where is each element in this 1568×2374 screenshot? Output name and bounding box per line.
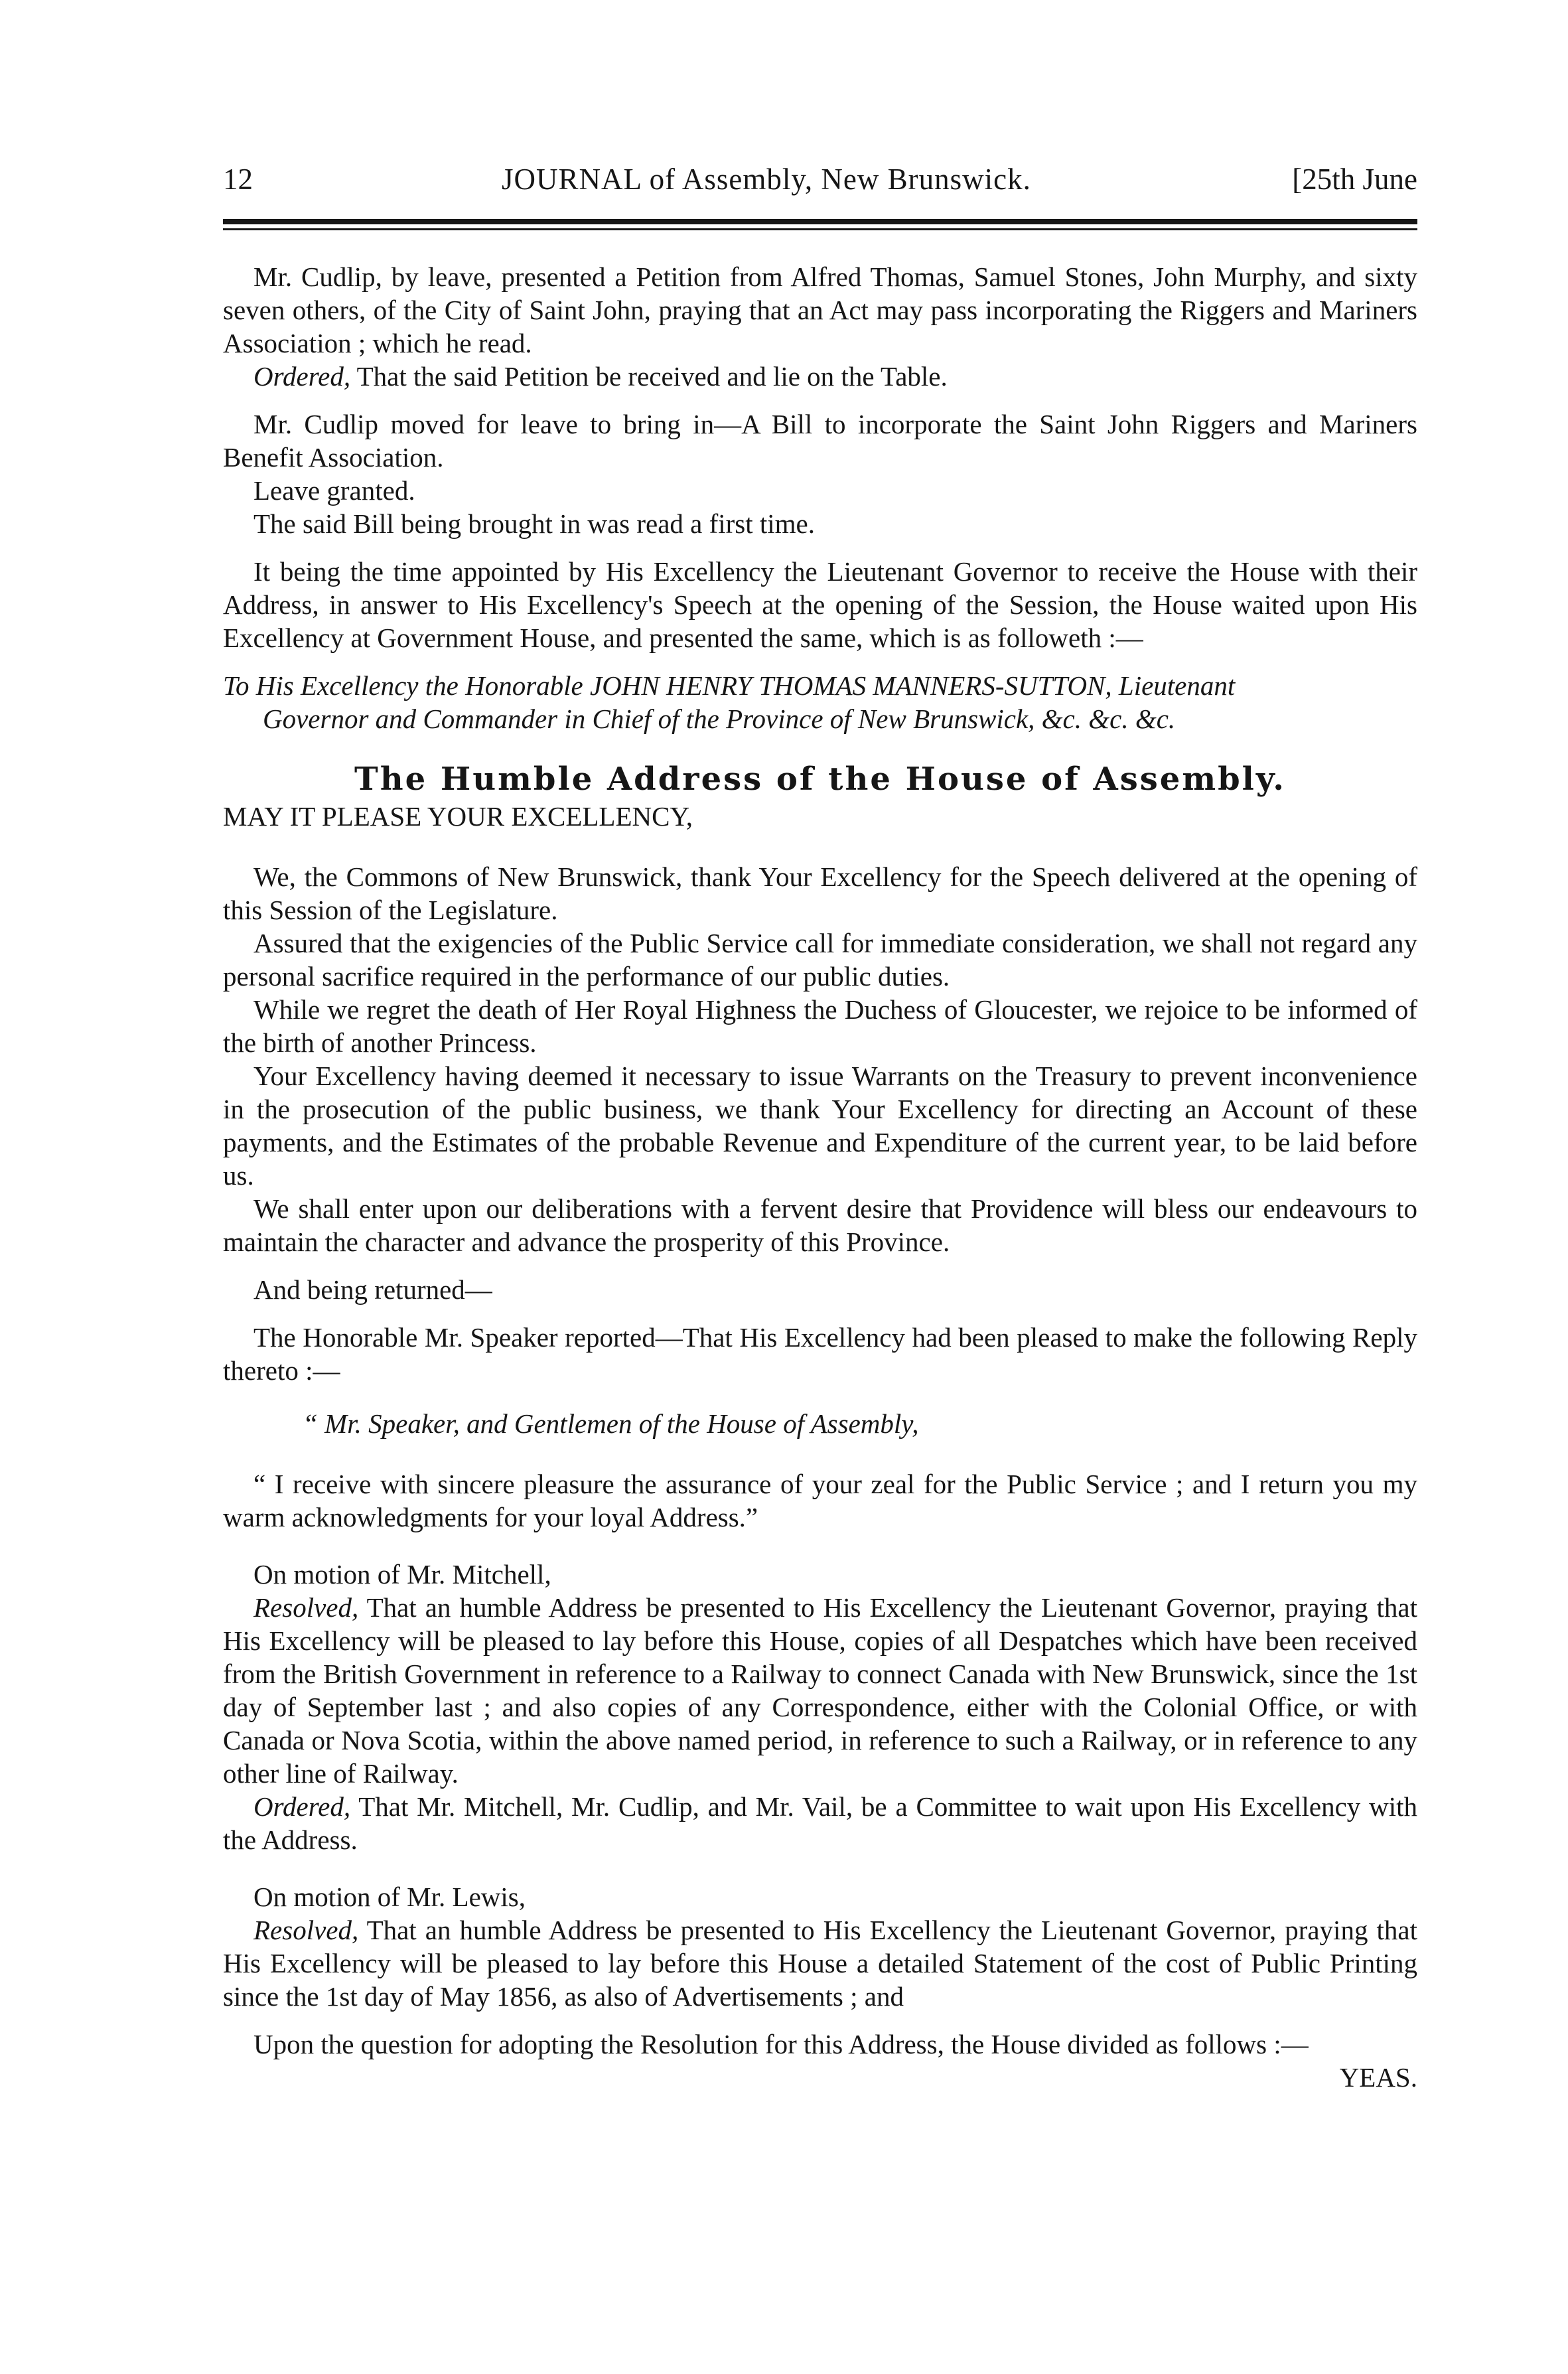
address-para-3: While we regret the death of Her Royal Highness the Duchess of Gloucester, we rejoice to be informed of the birth of another Princess. bbox=[223, 994, 1417, 1058]
paragraph-returned: And being returned— bbox=[253, 1274, 492, 1305]
resolved-text-2: That an humble Address be presented to His Excellency the Lieutenant Governor, praying that His Excellency will be pleased to lay before this House a detailed Statement of the cost of Public Printing since the 1st day of May 1856, as also of Advertisements ; and bbox=[223, 1915, 1417, 2012]
motion-lewis: On motion of Mr. Lewis, bbox=[253, 1882, 526, 1912]
address-recipient bbox=[223, 669, 1417, 735]
running-title: JOURNAL of Assembly, New Brunswick. bbox=[502, 163, 1031, 196]
resolved-label: Resolved, bbox=[253, 1592, 359, 1623]
paragraph-speaker-reported: The Honorable Mr. Speaker reported—That His Excellency had been pleased to make the following Reply thereto :— bbox=[223, 1322, 1417, 1386]
paragraph-division: Upon the question for adopting the Resolution for this Address, the House divided as follows :— bbox=[253, 2029, 1309, 2059]
yeas-heading: YEAS. bbox=[1339, 2062, 1417, 2093]
page-number: 12 bbox=[223, 163, 253, 196]
paragraph-bill-motion: Mr. Cudlip moved for leave to bring in—A Bill to incorporate the Saint John Riggers and Mariners Benefit Association. bbox=[223, 409, 1417, 473]
address-para-4: Your Excellency having deemed it necessary to issue Warrants on the Treasury to prevent inconvenience in the prosecution of the public business, we thank Your Excellency for directing an Account of these payments, and the Estimates of the probable Revenue and Expenditure of the current year, to be laid before us. bbox=[223, 1061, 1417, 1191]
paragraph-leave-granted: Leave granted. bbox=[253, 475, 415, 506]
ordered-label-2: Ordered, bbox=[253, 1791, 351, 1822]
address-recipient-line1: To His Excellency the Honorable JOHN HENRY THOMAS MANNERS-SUTTON, Lieutenant bbox=[223, 670, 1236, 701]
paragraph-address-presented: It being the time appointed by His Excellency the Lieutenant Governor to receive the House with their Address, in answer to His Excellency's Speech at the opening of the Session, the House waited upon His Excellency at Government House, and presented the same, which is as followeth :— bbox=[223, 556, 1417, 653]
header-date: [25th June bbox=[1292, 163, 1417, 196]
paragraph-petition: Mr. Cudlip, by leave, presented a Petition from Alfred Thomas, Samuel Stones, John Murphy, and sixty seven others, of the City of Saint John, praying that an Act may pass incorporating the Riggers and Mariners Association ; which he read. bbox=[223, 261, 1417, 358]
page-header bbox=[223, 159, 1417, 212]
reply-text: “ I receive with sincere pleasure the assurance of your zeal for the Public Service ; and I return you my warm acknowledgments for your loyal Address.” bbox=[223, 1469, 1417, 1532]
reply-salutation: “ Mr. Speaker, and Gentlemen of the House of Assembly, bbox=[303, 1408, 919, 1439]
paragraph-first-reading: The said Bill being brought in was read a first time. bbox=[253, 508, 816, 539]
resolved-label-2: Resolved, bbox=[253, 1915, 359, 1945]
ordered-text: That the said Petition be received and lie on the Table. bbox=[350, 361, 948, 392]
address-title: The Humble Address of the House of Assembly. bbox=[354, 761, 1287, 798]
ordered-label: Ordered, bbox=[253, 361, 351, 392]
paragraph-ordered-petition bbox=[223, 360, 1417, 393]
page-body bbox=[223, 260, 1417, 2121]
motion-mitchell: On motion of Mr. Mitchell, bbox=[253, 1559, 551, 1590]
address-para-1: We, the Commons of New Brunswick, thank Your Excellency for the Speech delivered at the opening of this Session of the Legislature. bbox=[223, 861, 1417, 925]
resolution-lewis bbox=[223, 1913, 1417, 2013]
ordered-committee bbox=[223, 1790, 1417, 1856]
resolution-mitchell bbox=[223, 1591, 1417, 1790]
address-salutation: MAY IT PLEASE YOUR EXCELLENCY, bbox=[223, 801, 693, 832]
ordered-committee-text: That Mr. Mitchell, Mr. Cudlip, and Mr. Vail, be a Committee to wait upon His Excellency with the Address. bbox=[223, 1791, 1417, 1855]
resolved-text: That an humble Address be presented to His Excellency the Lieutenant Governor, praying that His Excellency will be pleased to lay before this House, copies of all Despatches which have been received from the British Government in reference to a Railway to connect Canada with New Brunswick, since the 1st day of September last ; and also copies of any Correspondence, either with the Colonial Office, or with Canada or Nova Scotia, within the above named period, in reference to such a Railway, or in reference to any other line of Railway. bbox=[223, 1592, 1417, 1789]
header-rule-thin bbox=[223, 228, 1417, 230]
address-recipient-line2: Governor and Commander in Chief of the Province of New Brunswick, &c. &c. &c. bbox=[263, 704, 1176, 734]
address-para-5: We shall enter upon our deliberations with a fervent desire that Providence will bless our endeavours to maintain the character and advance the prosperity of this Province. bbox=[223, 1193, 1417, 1257]
header-rule-thick bbox=[223, 219, 1417, 224]
address-para-2: Assured that the exigencies of the Public Service call for immediate consideration, we shall not regard any personal sacrifice required in the performance of our public duties. bbox=[223, 928, 1417, 992]
